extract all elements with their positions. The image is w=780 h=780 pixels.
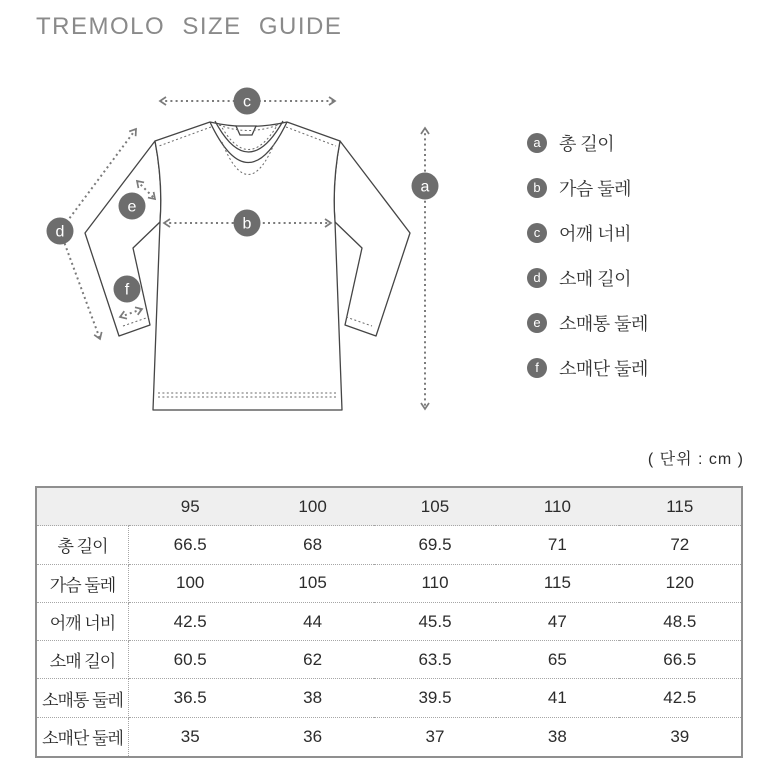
legend-item-d (527, 268, 648, 288)
measure-badge-b (234, 210, 261, 237)
size-value: 39 (670, 726, 690, 746)
size-value: 66.5 (619, 641, 741, 679)
svg-text:a: a (420, 178, 430, 196)
legend-item-a (527, 133, 648, 153)
measure-badge-d (47, 218, 74, 245)
legend-badge-a: a (527, 133, 547, 153)
legend-badge-f: f (527, 358, 547, 378)
row-label-cuff: 소매단 둘레 (37, 718, 129, 756)
size-value: 69.5 (374, 526, 496, 564)
size-value: 105 (251, 565, 373, 603)
left-sleeve (85, 141, 161, 336)
size-value: 47 (496, 603, 618, 641)
size-value: 37 (425, 726, 445, 746)
size-value: 39.5 (374, 679, 496, 717)
legend-label-e: 소매통 둘레 (559, 314, 648, 334)
legend-item-c (527, 223, 648, 243)
size-value: 41 (496, 679, 618, 717)
size-table (35, 486, 743, 758)
size-col-header-100: 100 (251, 488, 373, 526)
size-value: 71 (496, 526, 618, 564)
legend-label-d: 소매 길이 (559, 269, 632, 289)
svg-text:b: b (242, 215, 252, 233)
size-col-header-105: 105 (374, 488, 496, 526)
measure-badge-c (234, 88, 261, 115)
legend-badge-b: b (527, 178, 547, 198)
size-col-header-110: 110 (496, 488, 618, 526)
svg-text:e: e (127, 198, 137, 216)
measurement-legend (527, 133, 648, 378)
size-value: 100 (129, 565, 251, 603)
legend-badge-c: c (527, 223, 547, 243)
size-value: 42.5 (129, 603, 251, 641)
row-label-sleeve-length: 소매 길이 (37, 641, 129, 679)
legend-label-a: 총 길이 (559, 134, 615, 154)
size-value: 35 (180, 726, 200, 746)
size-value: 110 (374, 565, 496, 603)
size-value: 36 (303, 726, 323, 746)
row-label-shoulder: 어깨 너비 (37, 603, 129, 641)
size-value: 72 (619, 526, 741, 564)
legend-label-b: 가슴 둘레 (559, 179, 632, 199)
legend-badge-e: e (527, 313, 547, 333)
size-value: 65 (496, 641, 618, 679)
measure-badge-e (119, 193, 146, 220)
svg-text:c: c (243, 93, 251, 111)
legend-item-e (527, 313, 648, 333)
size-value: 120 (619, 565, 741, 603)
size-value: 45.5 (374, 603, 496, 641)
size-value: 42.5 (619, 679, 741, 717)
size-value: 63.5 (374, 641, 496, 679)
row-label-total-length: 총 길이 (37, 526, 129, 564)
size-value: 36.5 (129, 679, 251, 717)
page-title: TREMOLO SIZE GUIDE (36, 13, 343, 40)
measure-badge-a (412, 173, 439, 200)
legend-item-f (527, 358, 648, 378)
legend-label-c: 어깨 너비 (559, 224, 632, 244)
size-value: 66.5 (129, 526, 251, 564)
row-label-chest: 가슴 둘레 (37, 565, 129, 603)
size-col-header-95: 95 (129, 488, 251, 526)
size-col-header-115: 115 (619, 488, 741, 526)
size-value: 60.5 (129, 641, 251, 679)
row-label-sleeve-opening: 소매통 둘레 (37, 679, 129, 717)
size-value: 68 (251, 526, 373, 564)
size-value: 44 (251, 603, 373, 641)
measure-badge-f (114, 276, 141, 303)
right-sleeve (334, 141, 410, 336)
size-value: 115 (496, 565, 618, 603)
legend-item-b (527, 178, 648, 198)
table-corner-cell (37, 488, 129, 526)
size-value: 38 (547, 726, 567, 746)
svg-text:f: f (124, 281, 130, 299)
shirt-diagram (0, 0, 510, 470)
svg-text:d: d (55, 223, 65, 241)
unit-note: ( 단위 : cm ) (647, 451, 744, 468)
legend-label-f: 소매단 둘레 (559, 359, 648, 379)
size-value: 38 (251, 679, 373, 717)
shirt-body (153, 122, 342, 410)
size-value: 48.5 (619, 603, 741, 641)
legend-badge-d: d (527, 268, 547, 288)
size-value: 62 (251, 641, 373, 679)
